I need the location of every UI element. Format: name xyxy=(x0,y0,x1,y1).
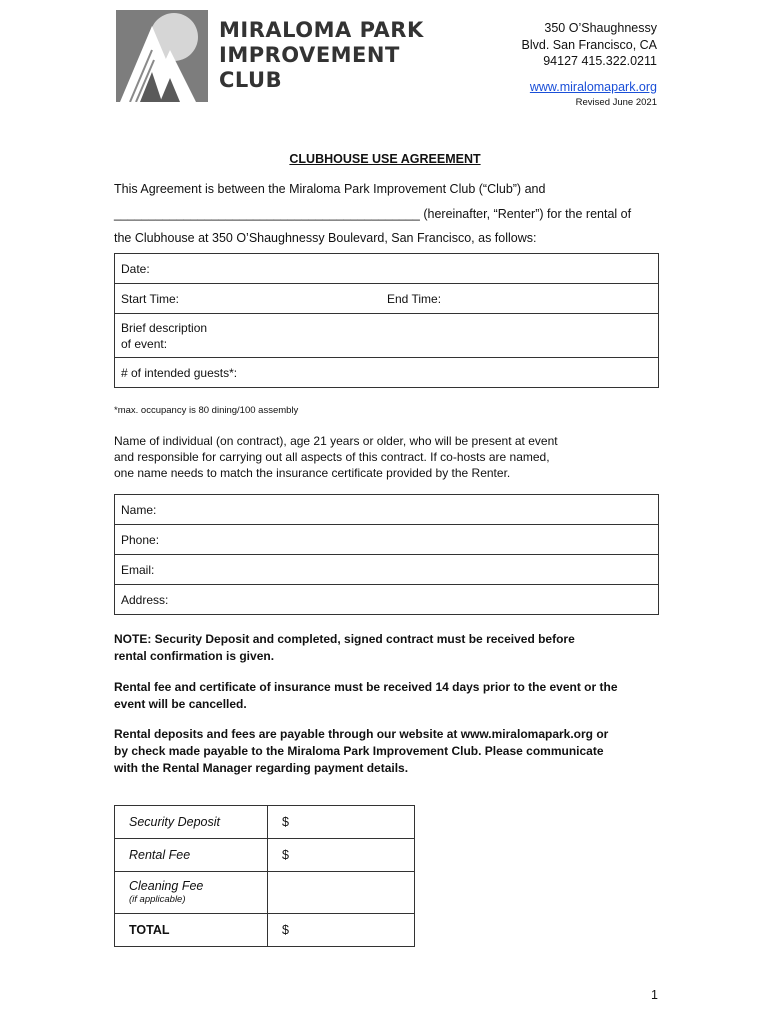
date-field[interactable] xyxy=(115,254,659,284)
page-number: 1 xyxy=(651,988,658,1002)
total-value[interactable]: $ xyxy=(268,914,415,947)
total-label: TOTAL xyxy=(115,914,268,947)
note1-line-1: NOTE: Security Deposit and completed, signed contract must be received before xyxy=(114,632,575,646)
name-label: Name: xyxy=(121,502,157,517)
address-label: Address: xyxy=(121,592,169,607)
contact-details-table xyxy=(114,494,659,615)
cleaning-fee-sublabel: (if applicable) xyxy=(129,893,186,905)
individual-line-2: and responsible for carrying out all aspects of this contract. If co-hosts are named, xyxy=(114,450,550,464)
security-deposit-label: Security Deposit xyxy=(115,806,268,839)
note2-line-1: Rental fee and certificate of insurance must be received 14 days prior to the event or the xyxy=(114,680,618,694)
security-deposit-note xyxy=(114,631,575,665)
website-link[interactable]: www.miralomapark.org xyxy=(529,79,657,94)
cleaning-fee-label: Cleaning Fee xyxy=(129,878,204,893)
address-line-2: Blvd. San Francisco, CA xyxy=(521,37,657,52)
occupancy-note: *max. occupancy is 80 dining/100 assembly xyxy=(114,405,299,416)
phone-label: Phone: xyxy=(121,532,160,547)
club-logo-icon xyxy=(116,10,208,102)
date-label: Date: xyxy=(121,261,150,276)
rental-fee-value[interactable]: $ xyxy=(268,839,415,872)
responsible-individual-paragraph xyxy=(114,433,558,481)
end-time-label: End Time: xyxy=(387,291,442,306)
start-time-label: Start Time: xyxy=(121,291,180,306)
event-description-field[interactable] xyxy=(115,314,659,358)
intro-line-3: the Clubhouse at 350 O’Shaughnessy Boulevard, San Francisco, as follows: xyxy=(114,231,537,245)
email-label: Email: xyxy=(121,562,155,577)
logo-text-line-2: IMPROVEMENT xyxy=(219,43,400,67)
address-line-1: 350 O’Shaughnessy xyxy=(544,21,657,35)
individual-line-1: Name of individual (on contract), age 21 years or older, who will be present at event xyxy=(114,434,558,448)
logo-text-line-3: CLUB xyxy=(219,68,283,92)
guests-label: # of intended guests*: xyxy=(121,365,238,380)
individual-line-3: one name needs to match the insurance certificate provided by the Renter. xyxy=(114,466,511,480)
intro-line-2: ____________________________________________ (hereinafter, “Renter”) for the rental of xyxy=(114,207,632,221)
address-field[interactable] xyxy=(115,585,659,615)
description-label-line-1: Brief description xyxy=(121,320,208,335)
security-deposit-value[interactable]: $ xyxy=(268,806,415,839)
page-title: CLUBHOUSE USE AGREEMENT xyxy=(289,152,481,166)
event-details-table xyxy=(114,253,659,388)
cleaning-fee-value[interactable] xyxy=(268,872,415,914)
note3-line-2: by check made payable to the Miraloma Park Improvement Club. Please communicate xyxy=(114,744,604,758)
rental-fee-label: Rental Fee xyxy=(115,839,268,872)
note3-line-1: Rental deposits and fees are payable through our website at www.miralomapark.org or xyxy=(114,727,609,741)
guests-field[interactable] xyxy=(115,358,659,388)
address-block xyxy=(522,20,657,112)
payment-note xyxy=(114,726,608,777)
start-time-field[interactable] xyxy=(115,284,382,314)
cleaning-fee-label-cell xyxy=(115,872,268,914)
address-line-3: 94127 415.322.0211 xyxy=(543,54,657,68)
end-time-field[interactable] xyxy=(381,284,659,314)
email-field[interactable] xyxy=(115,555,659,585)
phone-field[interactable] xyxy=(115,525,659,555)
description-label-line-2: of event: xyxy=(121,336,168,351)
note2-line-2: event will be cancelled. xyxy=(114,697,247,711)
insurance-note xyxy=(114,679,618,713)
note1-line-2: rental confirmation is given. xyxy=(114,649,275,663)
intro-line-1: This Agreement is between the Miraloma Park Improvement Club (“Club”) and xyxy=(114,182,546,196)
revised-date: Revised June 2021 xyxy=(575,97,657,108)
name-field[interactable] xyxy=(115,495,659,525)
logo-text-line-1: MIRALOMA PARK xyxy=(219,18,424,42)
fees-table xyxy=(114,805,415,947)
note3-line-3: with the Rental Manager regarding payment details. xyxy=(114,761,409,775)
